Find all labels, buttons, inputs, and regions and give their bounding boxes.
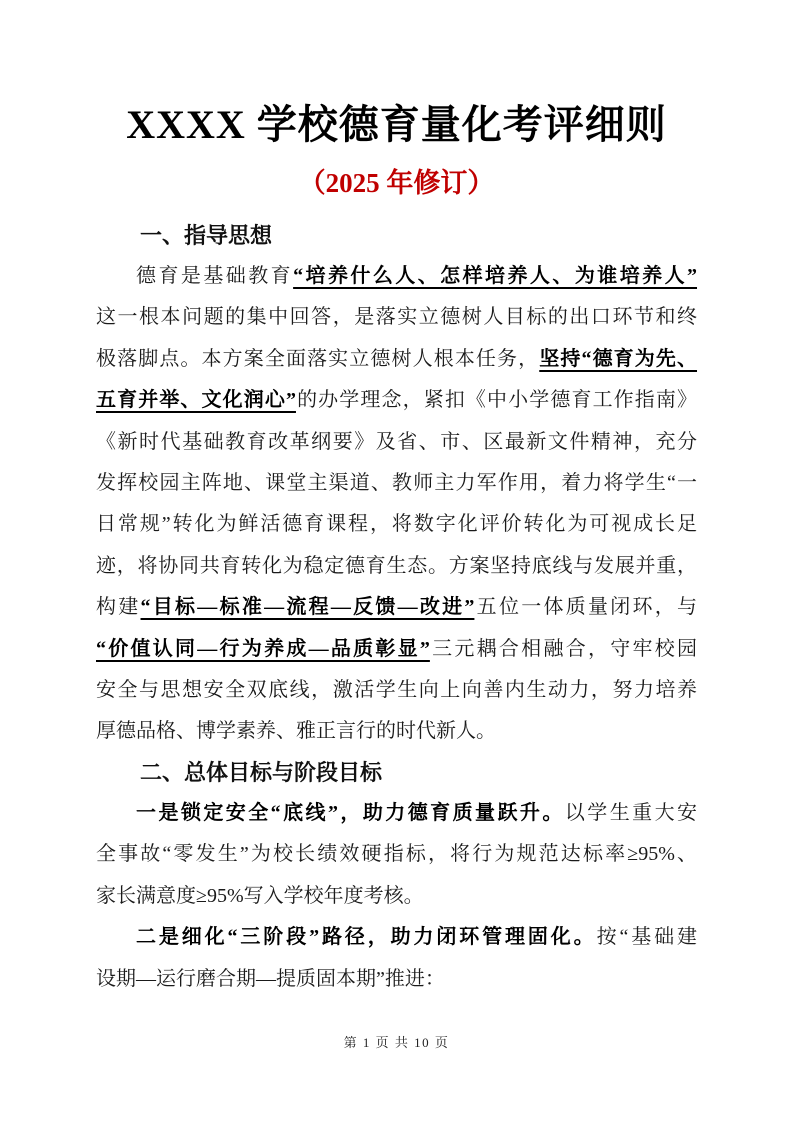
body-line	[96, 587, 697, 628]
bold-underline-run: 五育并举、文化润心”	[96, 389, 296, 412]
text-run: 按“基础建	[596, 926, 697, 949]
body-line	[96, 256, 697, 297]
page-footer: 第 1 页 共 10 页	[343, 1035, 450, 1050]
document-title: XXXX 学校德育量化考评细则	[126, 102, 667, 147]
paragraph-1	[96, 256, 697, 753]
body-line: 厚德品格、博学素养、雅正言行的时代新人。	[96, 720, 496, 743]
body-line: 设期—运行磨合期—提质固本期”推进：	[96, 967, 445, 990]
paragraph-3	[96, 917, 697, 1000]
body-line: 发挥校园主阵地、课堂主渠道、教师主力军作用，着力将学生“一	[96, 472, 697, 495]
text-run: 德育是基础教育	[136, 265, 294, 287]
bold-underline-run: “培养什么人、怎样培养人、为谁培养人”	[293, 265, 698, 287]
body-line: 全事故“零发生”为校长绩效硬指标，将行为规范达标率≥95%、	[96, 843, 697, 866]
text-run: 三元耦合相融合，守牢校园	[429, 637, 698, 660]
body-line	[96, 917, 697, 958]
body-line	[96, 793, 697, 834]
bold-run: 一是锁定安全“底线”，助力德育质量跃升。	[136, 801, 565, 824]
body-line: 家长满意度≥95%写入学校年度考核。	[96, 884, 424, 907]
body-line: 迹，将协同共育转化为稳定德育生态。方案坚持底线与发展并重，	[96, 554, 697, 577]
section-1-heading: 一、指导思想	[140, 223, 273, 248]
document-content	[96, 90, 697, 1000]
bold-underline-run: 坚持“德育为先、	[539, 347, 698, 370]
text-run: 构建	[96, 596, 141, 619]
body-line	[96, 380, 697, 421]
body-line	[96, 629, 697, 670]
document-subtitle: （2025 年修订）	[298, 168, 495, 198]
body-line: 日常规”转化为鲜活德育课程，将数字化评价转化为可视成长足	[96, 513, 697, 536]
bold-run: 二是细化“三阶段”路径，助力闭环管理固化。	[136, 926, 597, 949]
body-line: 这一根本问题的集中回答，是落实立德树人目标的出口环节和终	[96, 306, 697, 329]
text-run: 以学生重大安	[564, 801, 698, 824]
text-run: 极落脚点。本方案全面落实立德树人根本任务，	[96, 347, 540, 370]
text-run: 五位一体质量闭环，与	[474, 596, 698, 619]
paragraph-2	[96, 793, 697, 917]
body-line: 《新时代基础教育改革纲要》及省、市、区最新文件精神，充分	[96, 430, 697, 453]
body-line: 安全与思想安全双底线，激活学生向上向善内生动力，努力培养	[96, 679, 697, 702]
body-line	[96, 339, 697, 380]
section-2-heading: 二、总体目标与阶段目标	[140, 759, 383, 785]
text-run: 的办学理念，紧扣《中小学德育工作指南》	[295, 389, 698, 412]
bold-underline-run: “价值认同—行为养成—品质彰显”	[96, 637, 430, 660]
bold-underline-run: “目标—标准—流程—反馈—改进”	[140, 596, 475, 619]
